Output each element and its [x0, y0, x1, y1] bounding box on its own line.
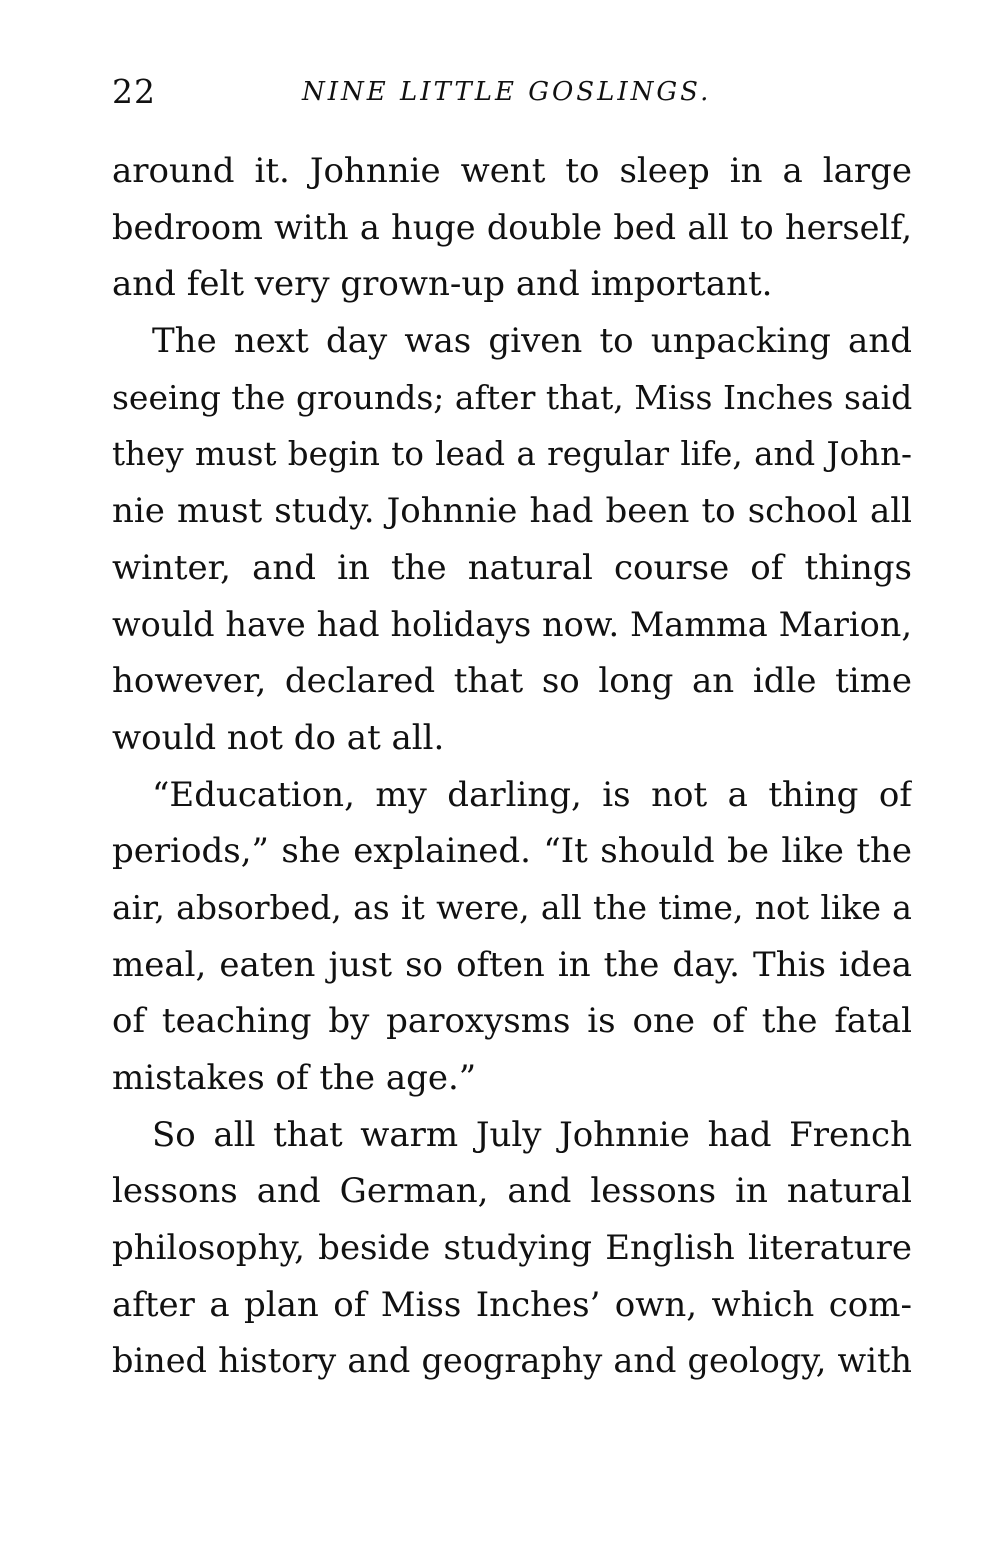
- text-line: around it. Johnnie went to sleep in a large: [112, 151, 912, 191]
- text-line: bedroom with a huge double bed all to herself,: [112, 207, 912, 247]
- body-text: [112, 143, 912, 1390]
- text-line: lessons and German, and lessons in natural: [112, 1171, 912, 1212]
- text-line: seeing the grounds; after that, Miss Inches said: [112, 377, 912, 417]
- text-line: however, declared that so long an idle time: [112, 661, 912, 702]
- text-line: bined history and geography and geology, with: [112, 1341, 912, 1381]
- text-line: air, absorbed, as it were, all the time, not like a: [112, 887, 912, 927]
- text-line: and felt very grown-up and important.: [112, 264, 773, 305]
- text-line: of teaching by paroxysms is one of the fatal: [112, 1001, 912, 1042]
- text-line: meal, eaten just so often in the day. This idea: [112, 944, 912, 985]
- running-head: [112, 70, 912, 114]
- text-line: “Education, my darling, is not a thing of: [152, 774, 912, 815]
- page-number: 22: [112, 72, 156, 111]
- text-line: would not do at all.: [112, 717, 445, 758]
- text-line: winter, and in the natural course of things: [112, 547, 912, 588]
- text-line: The next day was given to unpacking and: [152, 321, 912, 362]
- text-line: they must begin to lead a regular life, and John-: [112, 435, 912, 474]
- text-line: nie must study. Johnnie had been to school all: [112, 491, 912, 532]
- text-line: periods,” she explained. “It should be like the: [112, 831, 912, 872]
- text-line: would have had holidays now. Mamma Marion,: [112, 604, 912, 644]
- text-line: mistakes of the age.”: [112, 1058, 477, 1098]
- text-line: philosophy, beside studying English literature: [112, 1228, 912, 1269]
- running-title: NINE LITTLE GOSLINGS.: [302, 77, 712, 107]
- text-line: after a plan of Miss Inches’ own, which com-: [112, 1284, 912, 1325]
- text-line: So all that warm July Johnnie had French: [152, 1114, 912, 1155]
